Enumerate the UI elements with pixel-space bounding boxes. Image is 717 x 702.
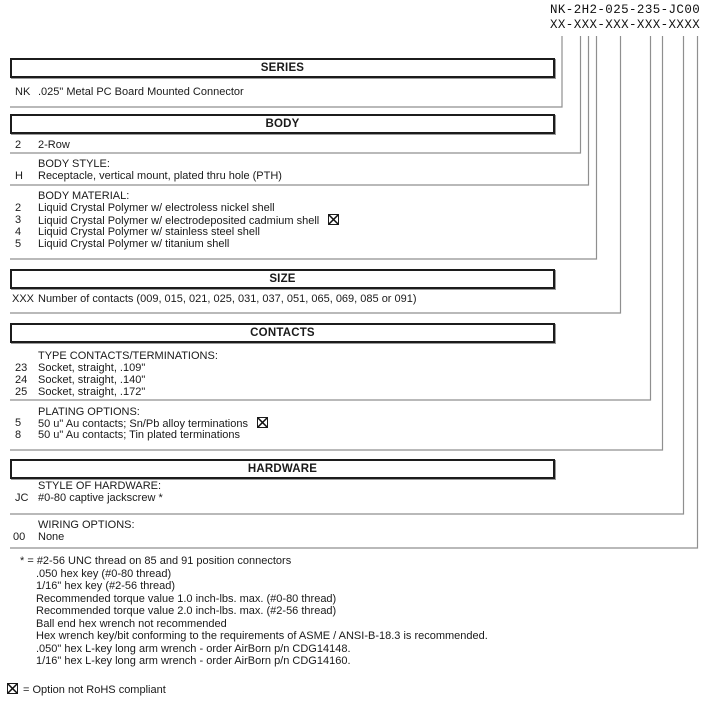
series-desc: .025" Metal PC Board Mounted Connector [38,86,244,98]
footnote [20,555,488,668]
hardware-style-desc: #0-80 captive jackscrew * [38,492,163,504]
wiring-desc: None [38,531,65,543]
body-material-code: 4 [15,226,22,238]
footnote-intro: * = #2-56 UNC thread on 85 and 91 position connectors [20,555,292,567]
body-material-desc: Liquid Crystal Polymer w/ stainless steel shell [38,226,260,238]
body-style-label: BODY STYLE: [38,158,110,170]
body-material-label: BODY MATERIAL: [38,190,130,202]
part-number-mask: XX-XXX-XXX-XXX-XXXX [550,18,701,32]
footnote-line: .050" hex L-key long arm wrench - order AirBorn p/n CDG14148. [36,642,351,655]
part-number-example: NK-2H2-025-235-JC00 [550,3,701,17]
contact-type-code: 25 [15,386,28,398]
series-section-header: SERIES [10,58,555,78]
body-style-desc: Receptacle, vertical mount, plated thru hole (PTH) [38,170,282,182]
wiring-code: 00 [13,531,26,543]
size-section-header: SIZE [10,269,555,289]
non-rohs-icon [7,683,18,694]
rohs-legend [7,683,166,696]
body-row-desc: 2-Row [38,139,70,151]
plating-label: PLATING OPTIONS: [38,406,140,418]
contact-type-code: 24 [15,374,28,386]
non-rohs-icon [328,214,339,225]
body-section-header: BODY [10,114,555,134]
body-material-code: 5 [15,238,22,250]
footnote-line: Ball end hex wrench not recommended [36,617,227,630]
contact-type-desc: Socket, straight, .172" [38,386,146,398]
body-material-code: 3 [15,214,22,226]
non-rohs-icon [257,417,268,428]
footnote-line: Recommended torque value 1.0 inch-lbs. max. (#0-80 thread) [36,592,337,605]
body-material-desc: Liquid Crystal Polymer w/ electrodeposited cadmium shell [38,215,320,227]
contact-type-code: 23 [15,362,28,374]
hardware-style-label: STYLE OF HARDWARE: [38,480,162,492]
plating-code: 8 [15,429,22,441]
hardware-style-code: JC [15,492,29,504]
hardware-section-header: HARDWARE [10,459,555,479]
body-material-desc: Liquid Crystal Polymer w/ electroless nickel shell [38,202,275,214]
footnote-line: 1/16" hex L-key long arm wrench - order AirBorn p/n CDG14160. [36,655,351,667]
plating-code: 5 [15,417,22,429]
contacts-section-header: CONTACTS [10,323,555,343]
contact-type-desc: Socket, straight, .109" [38,362,146,374]
wiring-label: WIRING OPTIONS: [38,519,135,531]
contact-type-label: TYPE CONTACTS/TERMINATIONS: [38,350,218,362]
footnote-line: .050 hex key (#0-80 thread) [36,567,172,580]
rohs-legend-text: = Option not RoHS compliant [23,684,166,696]
footnote-line: 1/16" hex key (#2-56 thread) [36,580,176,592]
size-desc: Number of contacts (009, 015, 021, 025, 031, 037, 051, 065, 069, 085 or 091) [38,293,417,305]
body-material-desc: Liquid Crystal Polymer w/ titanium shell [38,238,230,250]
contact-type-desc: Socket, straight, .140" [38,374,146,386]
series-code: NK [15,86,31,98]
plating-desc: 50 u" Au contacts; Tin plated terminations [38,429,241,441]
footnote-line: Hex wrench key/bit conforming to the requirements of ASME / ANSI-B-18.3 is recommended. [36,630,488,642]
footnote-line: Recommended torque value 2.0 inch-lbs. max. (#2-56 thread) [36,605,337,617]
body-row-code: 2 [15,139,22,151]
plating-desc: 50 u" Au contacts; Sn/Pb alloy terminations [38,418,248,430]
body-style-code: H [15,170,23,182]
body-material-code: 2 [15,202,22,214]
size-code: XXX [12,293,35,305]
